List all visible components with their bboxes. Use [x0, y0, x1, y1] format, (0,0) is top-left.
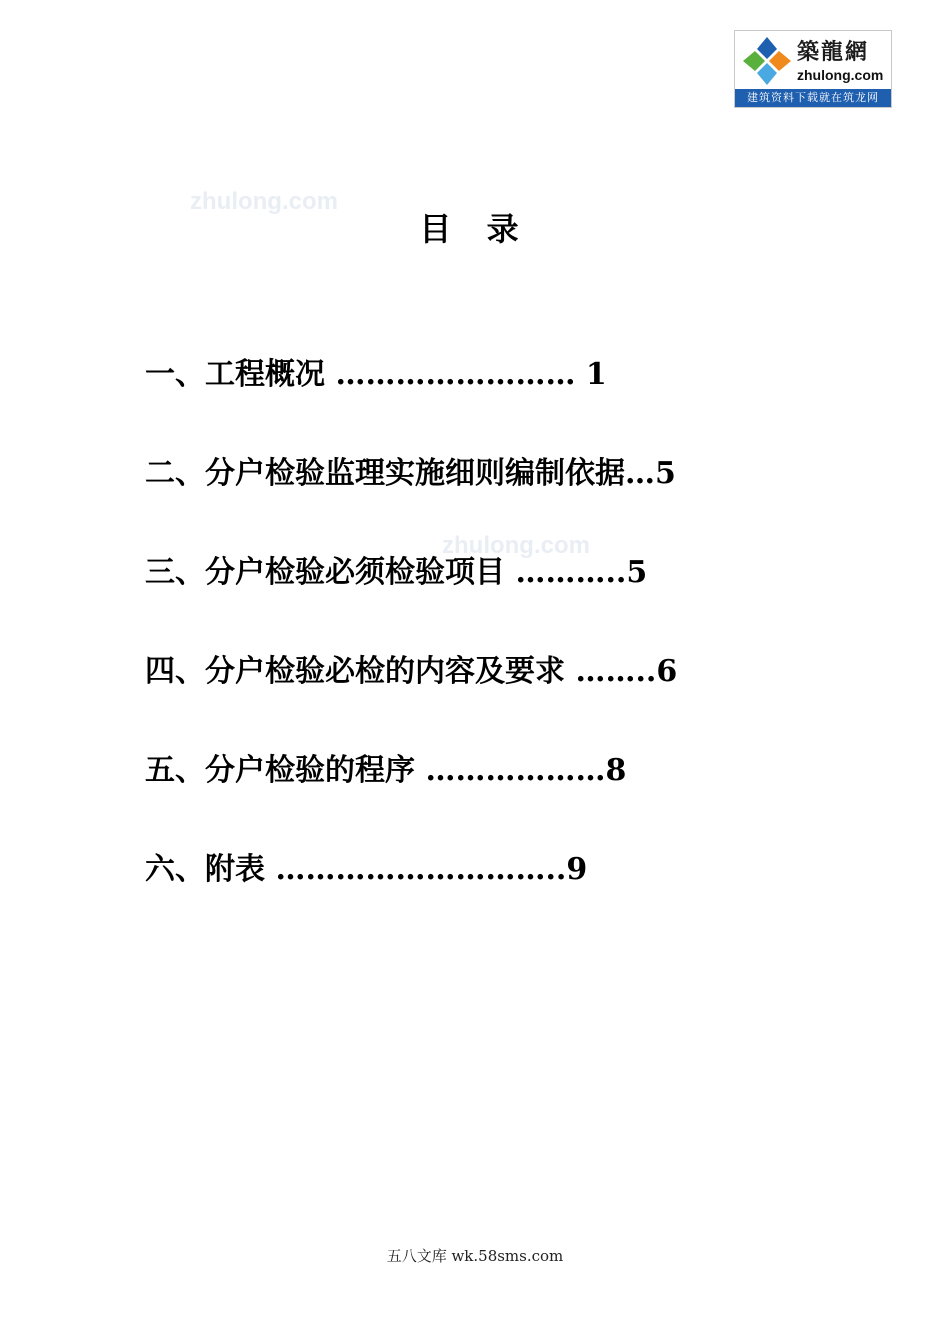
- zhulong-emblem-icon: [739, 35, 795, 87]
- toc-entry[interactable]: [145, 548, 805, 647]
- toc-entry[interactable]: [145, 350, 805, 449]
- toc-entry-leader: …: [625, 456, 655, 491]
- logo-chinese-name: 築龍網: [797, 39, 870, 65]
- logo-domain: zhulong.com: [797, 67, 884, 83]
- toc-entry-leader: ……..: [565, 654, 657, 689]
- toc-entry-leader: ………………: [415, 753, 606, 788]
- toc-entry-label: 二、分户检验监理实施细则编制依据: [145, 456, 625, 491]
- zhulong-logo: [734, 30, 892, 108]
- toc-entry-page: 1: [575, 357, 607, 392]
- table-of-contents: [145, 350, 805, 944]
- toc-entry-label: 三、分户检验必须检验项目: [145, 555, 505, 590]
- toc-entry[interactable]: [145, 647, 805, 746]
- page-footer: 五八文库 wk.58sms.com: [386, 1247, 564, 1265]
- toc-entry-leader: ………..: [505, 555, 627, 590]
- toc-entry-page: 5: [626, 555, 648, 590]
- logo-slogan: 建筑资料下载就在筑龙网: [735, 89, 891, 107]
- watermark: zhulong.com: [442, 532, 590, 559]
- watermark: zhulong.com: [190, 188, 338, 215]
- toc-entry-page: 6: [656, 654, 678, 689]
- page-title: 目 录: [419, 210, 531, 248]
- toc-entry-label: 一、工程概况: [145, 357, 325, 392]
- toc-entry-label: 四、分户检验必检的内容及要求: [145, 654, 565, 689]
- toc-entry[interactable]: [145, 746, 805, 845]
- toc-entry-page: 8: [605, 753, 627, 788]
- toc-entry-label: 五、分户检验的程序: [145, 753, 415, 788]
- toc-entry-leader: ………………………..: [265, 852, 567, 887]
- toc-entry-page: 5: [655, 456, 676, 491]
- toc-entry-leader: ……………………: [325, 357, 576, 392]
- toc-entry[interactable]: [145, 845, 805, 944]
- toc-entry-label: 六、附表: [145, 852, 265, 887]
- toc-entry[interactable]: [145, 449, 805, 548]
- toc-entry-page: 9: [566, 852, 588, 887]
